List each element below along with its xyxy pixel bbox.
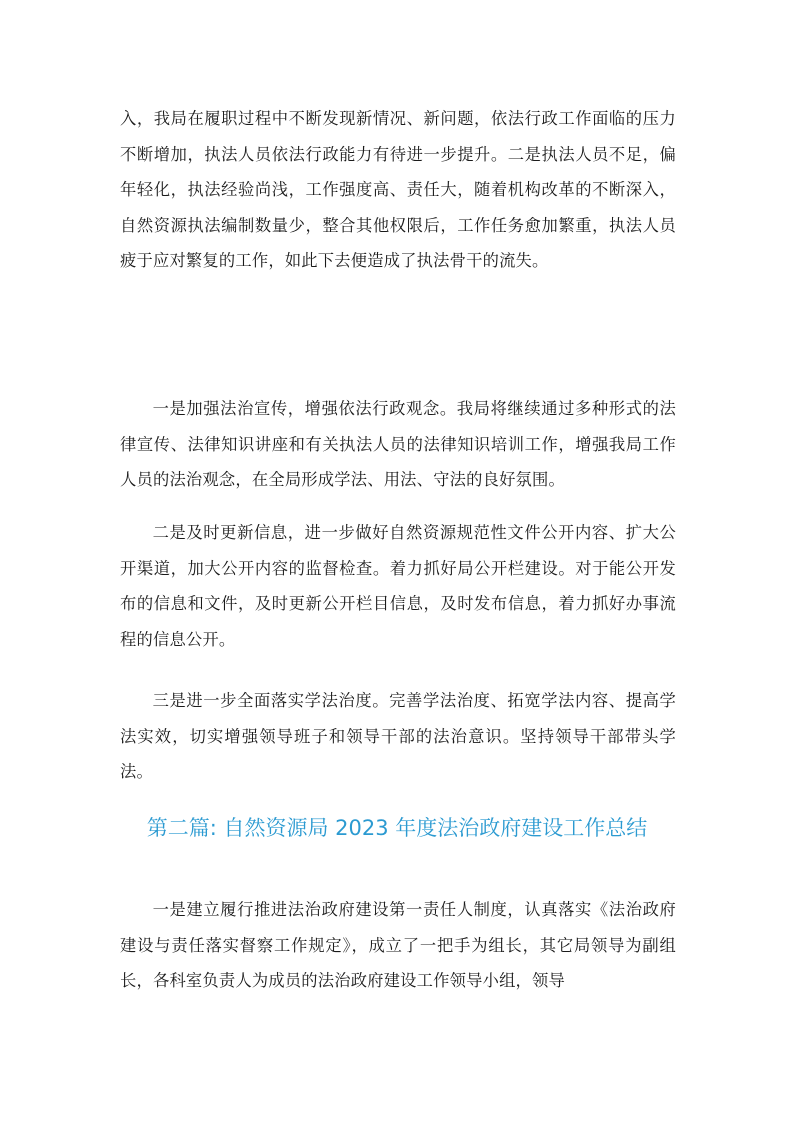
paragraph-measure-two: 二是及时更新信息，进一步做好自然资源规范性文件公开内容、扩大公开渠道，加大公开内容的监督检查。着力抓好局公开栏建设。对于能公开发布的信息和文件，及时更新公开栏目信息，及时发布信息，着力抓好办事流程的信息公开。 [120,523,676,649]
paragraph-section-intro: 一是建立履行推进法治政府建设第一责任人制度，认真落实《法治政府建设与责任落实督察工作规定》，成立了一把手为组长，其它局领导为副组长，各科室负责人为成员的法治政府建设工作领导小组，领导 [120,900,676,990]
paragraph-measure-three: 三是进一步全面落实学法治度。完善学法治度、拓宽学法内容、提高学法实效，切实增强领导班子和领导干部的法治意识。坚持领导干部带头学法。 [120,691,676,781]
section-heading: 第二篇: 自然资源局 2023 年度法治政府建设工作总结 [146,816,648,840]
paragraph-continuation: 入，我局在履职过程中不断发现新情况、新问题，依法行政工作面临的压力不断增加，执法人员依法行政能力有待进一步提升。二是执法人员不足，偏年轻化，执法经验尚浅，工作强度高、责任大，随着机构改革的不断深入，自然资源执法编制数量少，整合其他权限后，工作任务愈加繁重，执法人员疲于应对繁复的工作，如此下去便造成了执法骨干的流失。 [120,109,676,270]
paragraph-measure-one: 一是加强法治宣传，增强依法行政观念。我局将继续通过多种形式的法律宣传、法律知识讲座和有关执法人员的法律知识培训工作，增强我局工作人员的法治观念，在全局形成学法、用法、守法的良好氛围。 [120,399,676,489]
